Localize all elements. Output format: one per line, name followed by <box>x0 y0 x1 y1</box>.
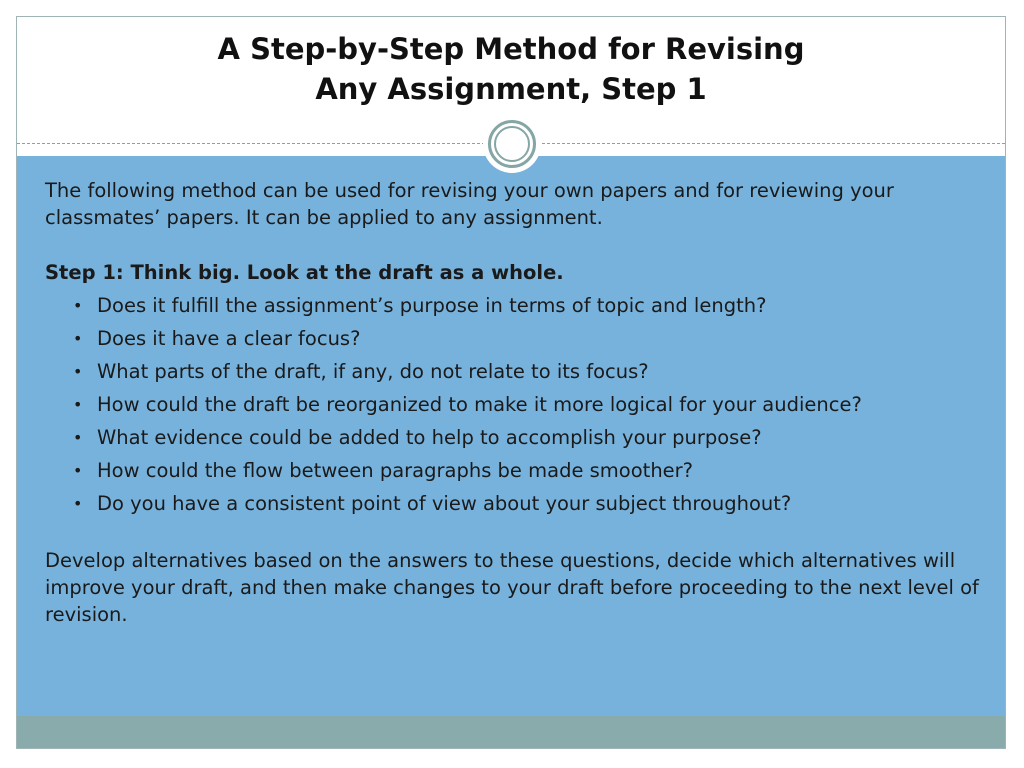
bullet-icon: • <box>73 395 83 414</box>
circle-ornament-inner <box>494 126 530 162</box>
conclusion-paragraph: Develop alternatives based on the answers to these questions, decide which alternatives will improve your draft, and then make changes to your draft before proceeding to the next level of revision. <box>45 549 979 626</box>
question-text: What parts of the draft, if any, do not relate to its focus? <box>97 360 649 383</box>
bullet-icon: • <box>73 461 83 480</box>
intro-paragraph: The following method can be used for revising your own papers and for reviewing your classmates’ papers. It can be applied to any assignment. <box>45 179 894 229</box>
footer-band <box>17 716 1005 749</box>
question-text: Does it have a clear focus? <box>97 327 361 350</box>
slide <box>16 16 1006 749</box>
question-item <box>45 457 985 484</box>
question-item <box>45 424 985 451</box>
slide-title-line-2: Any Assignment, Step 1 <box>315 72 707 106</box>
slide-title <box>17 17 1005 109</box>
question-text: Does it fulfill the assignment’s purpose in terms of topic and length? <box>97 294 767 317</box>
question-item <box>45 292 985 319</box>
bullet-icon: • <box>73 329 83 348</box>
bullet-icon: • <box>73 362 83 381</box>
question-item <box>45 391 985 418</box>
question-text: How could the draft be reorganized to make it more logical for your audience? <box>97 393 862 416</box>
bullet-icon: • <box>73 428 83 447</box>
step-heading: Step 1: Think big. Look at the draft as a whole. <box>45 261 564 284</box>
question-item <box>45 325 985 352</box>
question-text: How could the flow between paragraphs be made smoother? <box>97 459 694 482</box>
slide-title-line-1: A Step-by-Step Method for Revising <box>217 32 805 66</box>
question-list <box>45 292 985 517</box>
bullet-icon: • <box>73 494 83 513</box>
slide-content <box>45 177 985 628</box>
question-item <box>45 490 985 517</box>
question-text: What evidence could be added to help to accomplish your purpose? <box>97 426 762 449</box>
bullet-icon: • <box>73 296 83 315</box>
question-text: Do you have a consistent point of view about your subject throughout? <box>97 492 792 515</box>
question-item <box>45 358 985 385</box>
